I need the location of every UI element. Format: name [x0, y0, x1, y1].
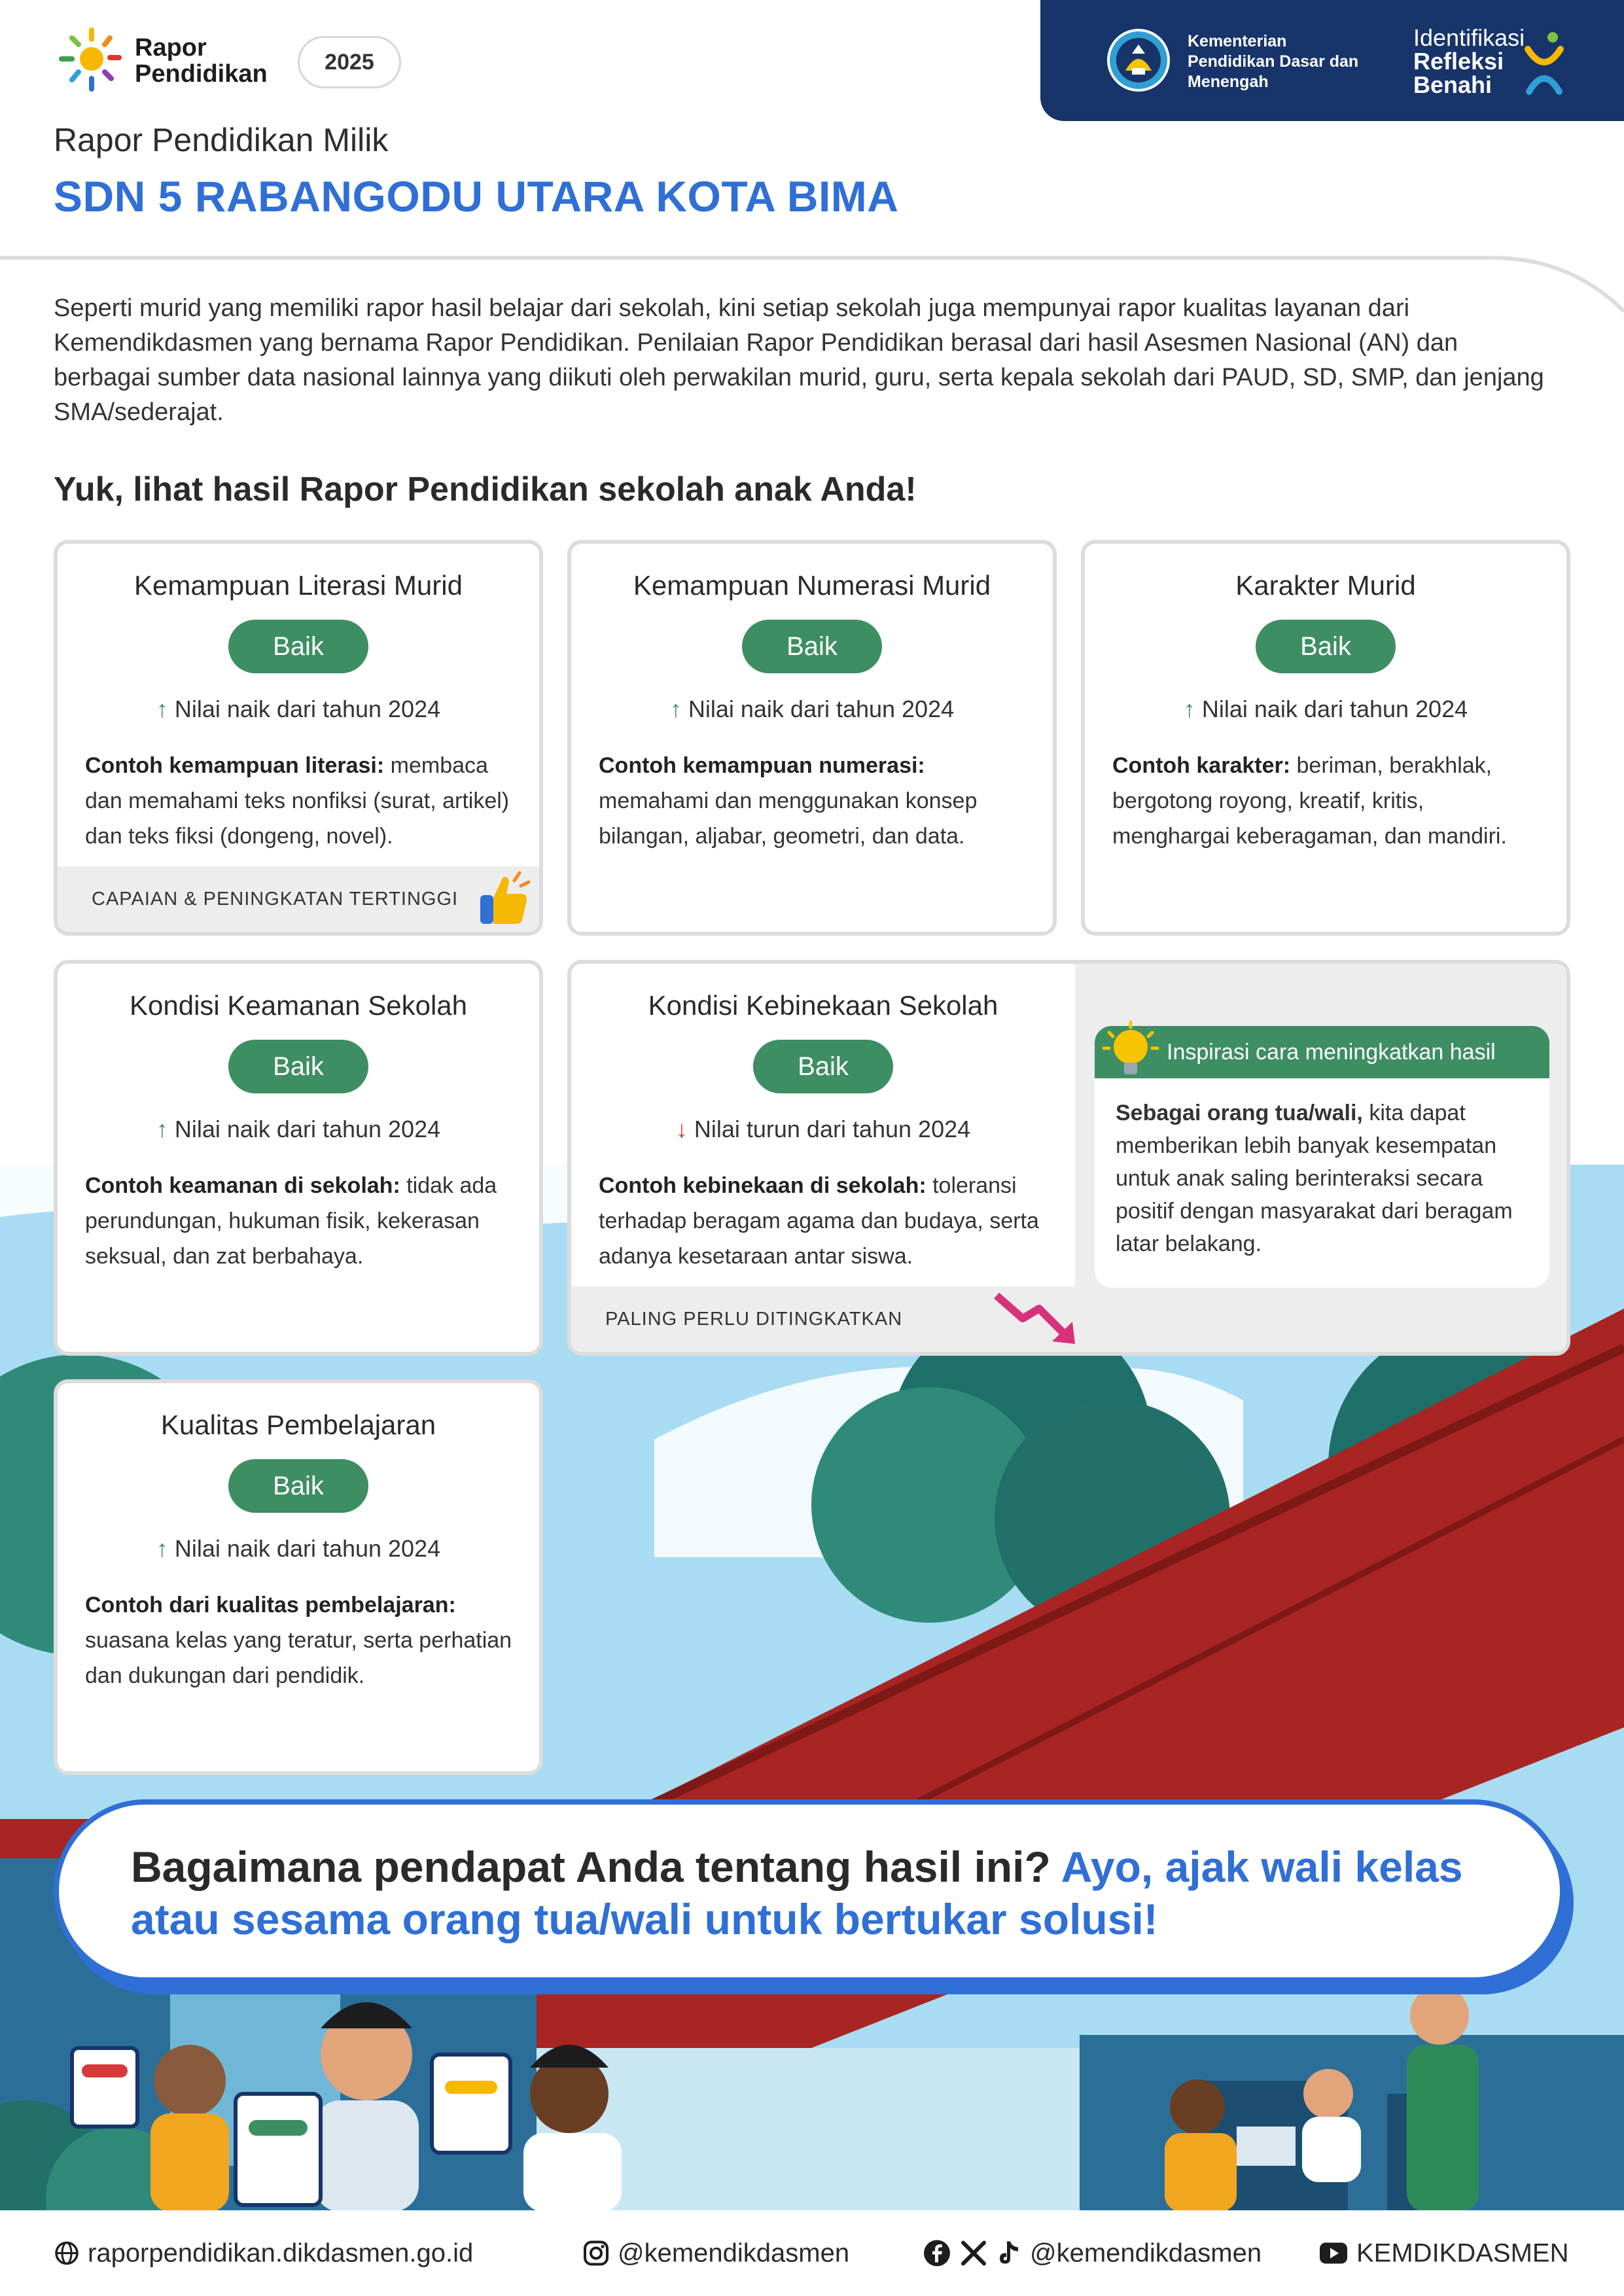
card-footer [571, 1286, 1075, 1352]
card-title: Kemampuan Literasi Murid [134, 570, 463, 601]
subtitle: Rapor Pendidikan Milik [54, 122, 389, 158]
footer-youtube[interactable] [1318, 2238, 1569, 2268]
card-keamanan [54, 960, 543, 1356]
instagram-icon [582, 2240, 610, 2267]
cta-text-dark: Bagaimana pendapat Anda tentang hasil ini? [131, 1843, 1061, 1891]
status-badge: Baik [1256, 620, 1396, 673]
status-badge: Baik [228, 620, 368, 673]
desc-bold: Contoh kebinekaan di sekolah: [599, 1173, 927, 1198]
tip-bold: Sebagai orang tua/wali, [1116, 1101, 1363, 1125]
desc-text: toleransi terhadap beragam agama dan budaya, serta adanya kesetaraan antar siswa. [599, 1173, 1039, 1269]
instagram-handle[interactable]: @kemendikdasmen [618, 2238, 850, 2267]
desc-text: suasana kelas yang teratur, serta perhatian dan dukungan dari pendidik. [85, 1628, 512, 1688]
status-badge: Baik [753, 1040, 893, 1093]
footer [0, 2210, 1624, 2296]
card-kebinekaan [567, 960, 1570, 1356]
tut-wuri-handayani-emblem-icon [1106, 27, 1171, 93]
youtube-icon [1318, 2242, 1349, 2265]
card-footer [58, 866, 539, 932]
status-badge: Baik [228, 1459, 368, 1513]
lightbulb-icon [1101, 1019, 1160, 1082]
arrow-up-icon: ↑ [1183, 696, 1195, 722]
card-description [85, 1168, 516, 1274]
youtube-channel[interactable]: KEMDIKDASMEN [1356, 2238, 1569, 2267]
footer-instagram[interactable] [582, 2238, 849, 2268]
arrow-up-icon: ↑ [669, 696, 682, 722]
brand-line2: Pendidikan [135, 60, 268, 88]
brand-line1: Rapor [135, 34, 207, 62]
desc-text: memahami dan menggunakan konsep bilangan, aljabar, geometri, dan data. [599, 788, 978, 849]
section-title: Yuk, lihat hasil Rapor Pendidikan sekolah anak Anda! [54, 470, 917, 508]
trend-text-row [571, 696, 1053, 723]
x-twitter-icon [959, 2239, 988, 2268]
facebook-icon [923, 2239, 951, 2268]
thumbs-up-icon [474, 869, 533, 928]
card-description [1112, 748, 1543, 854]
card-title: Kualitas Pembelajaran [160, 1409, 436, 1440]
school-name: SDN 5 RABANGODU UTARA KOTA BIMA [54, 172, 899, 221]
ministry-line3: Menengah [1188, 73, 1269, 91]
card-title: Karakter Murid [1235, 570, 1416, 601]
irb-line3: Benahi [1413, 71, 1492, 98]
trend-text-row [1085, 696, 1566, 723]
desc-bold: Contoh keamanan di sekolah: [85, 1173, 400, 1198]
footer-label: PALING PERLU DITINGKATKAN [605, 1308, 903, 1330]
trend-text: Nilai naik dari tahun 2024 [1201, 696, 1468, 722]
irb-logo [1413, 26, 1525, 97]
trend-text-row [58, 696, 539, 723]
footer-social[interactable] [923, 2238, 1262, 2268]
footer-label: CAPAIAN & PENINGKATAN TERTINGGI [92, 888, 459, 910]
status-badge: Baik [228, 1040, 368, 1093]
trend-text-row [58, 1116, 539, 1143]
desc-bold: Contoh dari kualitas pembelajaran: [85, 1593, 456, 1617]
trend-text-row [571, 1116, 1075, 1143]
trend-text: Nilai naik dari tahun 2024 [688, 696, 955, 722]
footer-website[interactable] [54, 2238, 473, 2268]
desc-bold: Contoh karakter: [1112, 753, 1291, 778]
card-description [85, 1587, 516, 1693]
desc-text: beriman, berakhlak, bergotong royong, kreatif, kritis, menghargai keberagaman, dan mandiri. [1112, 753, 1507, 849]
card-numerasi [567, 540, 1057, 936]
card-description [599, 1168, 1051, 1274]
card-title: Kondisi Keamanan Sekolah [129, 990, 468, 1021]
globe-icon [54, 2240, 80, 2267]
ministry-band [1040, 0, 1624, 121]
card-title: Kemampuan Numerasi Murid [633, 570, 991, 601]
tip-title: Inspirasi cara meningkatkan hasil [1095, 1026, 1549, 1078]
card-description [599, 748, 1029, 854]
ministry-line1: Kementerian [1188, 32, 1287, 50]
status-badge: Baik [742, 620, 882, 673]
irb-arc-icon [1521, 29, 1567, 95]
tiktok-icon [996, 2239, 1022, 2268]
trending-down-icon [990, 1289, 1082, 1348]
tip-text: kita dapat memberikan lebih banyak kesempatan untuk anak saling berinteraksi secara positif dengan masyarakat dari beragam latar belakang. [1116, 1101, 1513, 1256]
trend-text: Nilai turun dari tahun 2024 [694, 1116, 971, 1142]
irb-line2: Refleksi [1413, 48, 1504, 75]
desc-text: membaca dan memahami teks nonfiksi (surat, artikel) dan teks fiksi (dongeng, novel). [85, 753, 510, 849]
card-literasi [54, 540, 543, 936]
card-title: Kondisi Kebinekaan Sekolah [648, 990, 998, 1021]
cta-text-blue: Ayo, ajak wali kelas atau sesama orang tua/wali untuk bertukar solusi! [131, 1843, 1463, 1943]
desc-bold: Contoh kemampuan literasi: [85, 753, 385, 778]
trend-text-row [58, 1535, 539, 1563]
arrow-up-icon: ↑ [156, 696, 168, 722]
website-link[interactable]: rapor​pendidikan.dikdasmen.go.id [88, 2238, 474, 2267]
card-karakter [1081, 540, 1570, 936]
card-pembelajaran [54, 1379, 543, 1775]
ministry-line2: Pendidikan Dasar dan [1188, 52, 1359, 71]
tip-box [1095, 1026, 1549, 1288]
desc-text: tidak ada perundungan, hukuman fisik, kekerasan seksual, dan zat berbahaya. [85, 1173, 497, 1269]
desc-bold: Contoh kemampuan numerasi: [599, 753, 925, 778]
intro-paragraph: Seperti murid yang memiliki rapor hasil belajar dari sekolah, kini setiap sekolah juga mempunyai rapor kualitas layanan dari Kemendikdasmen yang bernama Rapor Pendidikan. Penilaian Rapor Pendidikan berasal dari hasil Asesmen Nasional (AN) dan berbagai sumber data nasional lainnya yang diikuti oleh perwakilan murid, guru, serta kepala sekolah dari PAUD, SD, SMP, dan jenjang SMA/sederajat. [54, 294, 1544, 426]
year-badge: 2025 [298, 36, 401, 88]
trend-text: Nilai naik dari tahun 2024 [174, 696, 441, 722]
rapor-pendidikan-logo [54, 25, 268, 97]
trend-text: Nilai naik dari tahun 2024 [174, 1535, 441, 1562]
irb-line1: Identifikasi [1413, 24, 1525, 51]
arrow-up-icon: ↑ [156, 1535, 168, 1562]
tip-body [1095, 1078, 1549, 1260]
card-description [85, 748, 516, 854]
arrow-up-icon: ↑ [156, 1116, 168, 1142]
trend-text: Nilai naik dari tahun 2024 [174, 1116, 441, 1142]
social-handle[interactable]: @kemendikdasmen [1030, 2238, 1262, 2267]
arrow-down-icon: ↓ [675, 1116, 688, 1142]
cta-banner [54, 1799, 1565, 1983]
sun-logo-icon [54, 25, 126, 97]
